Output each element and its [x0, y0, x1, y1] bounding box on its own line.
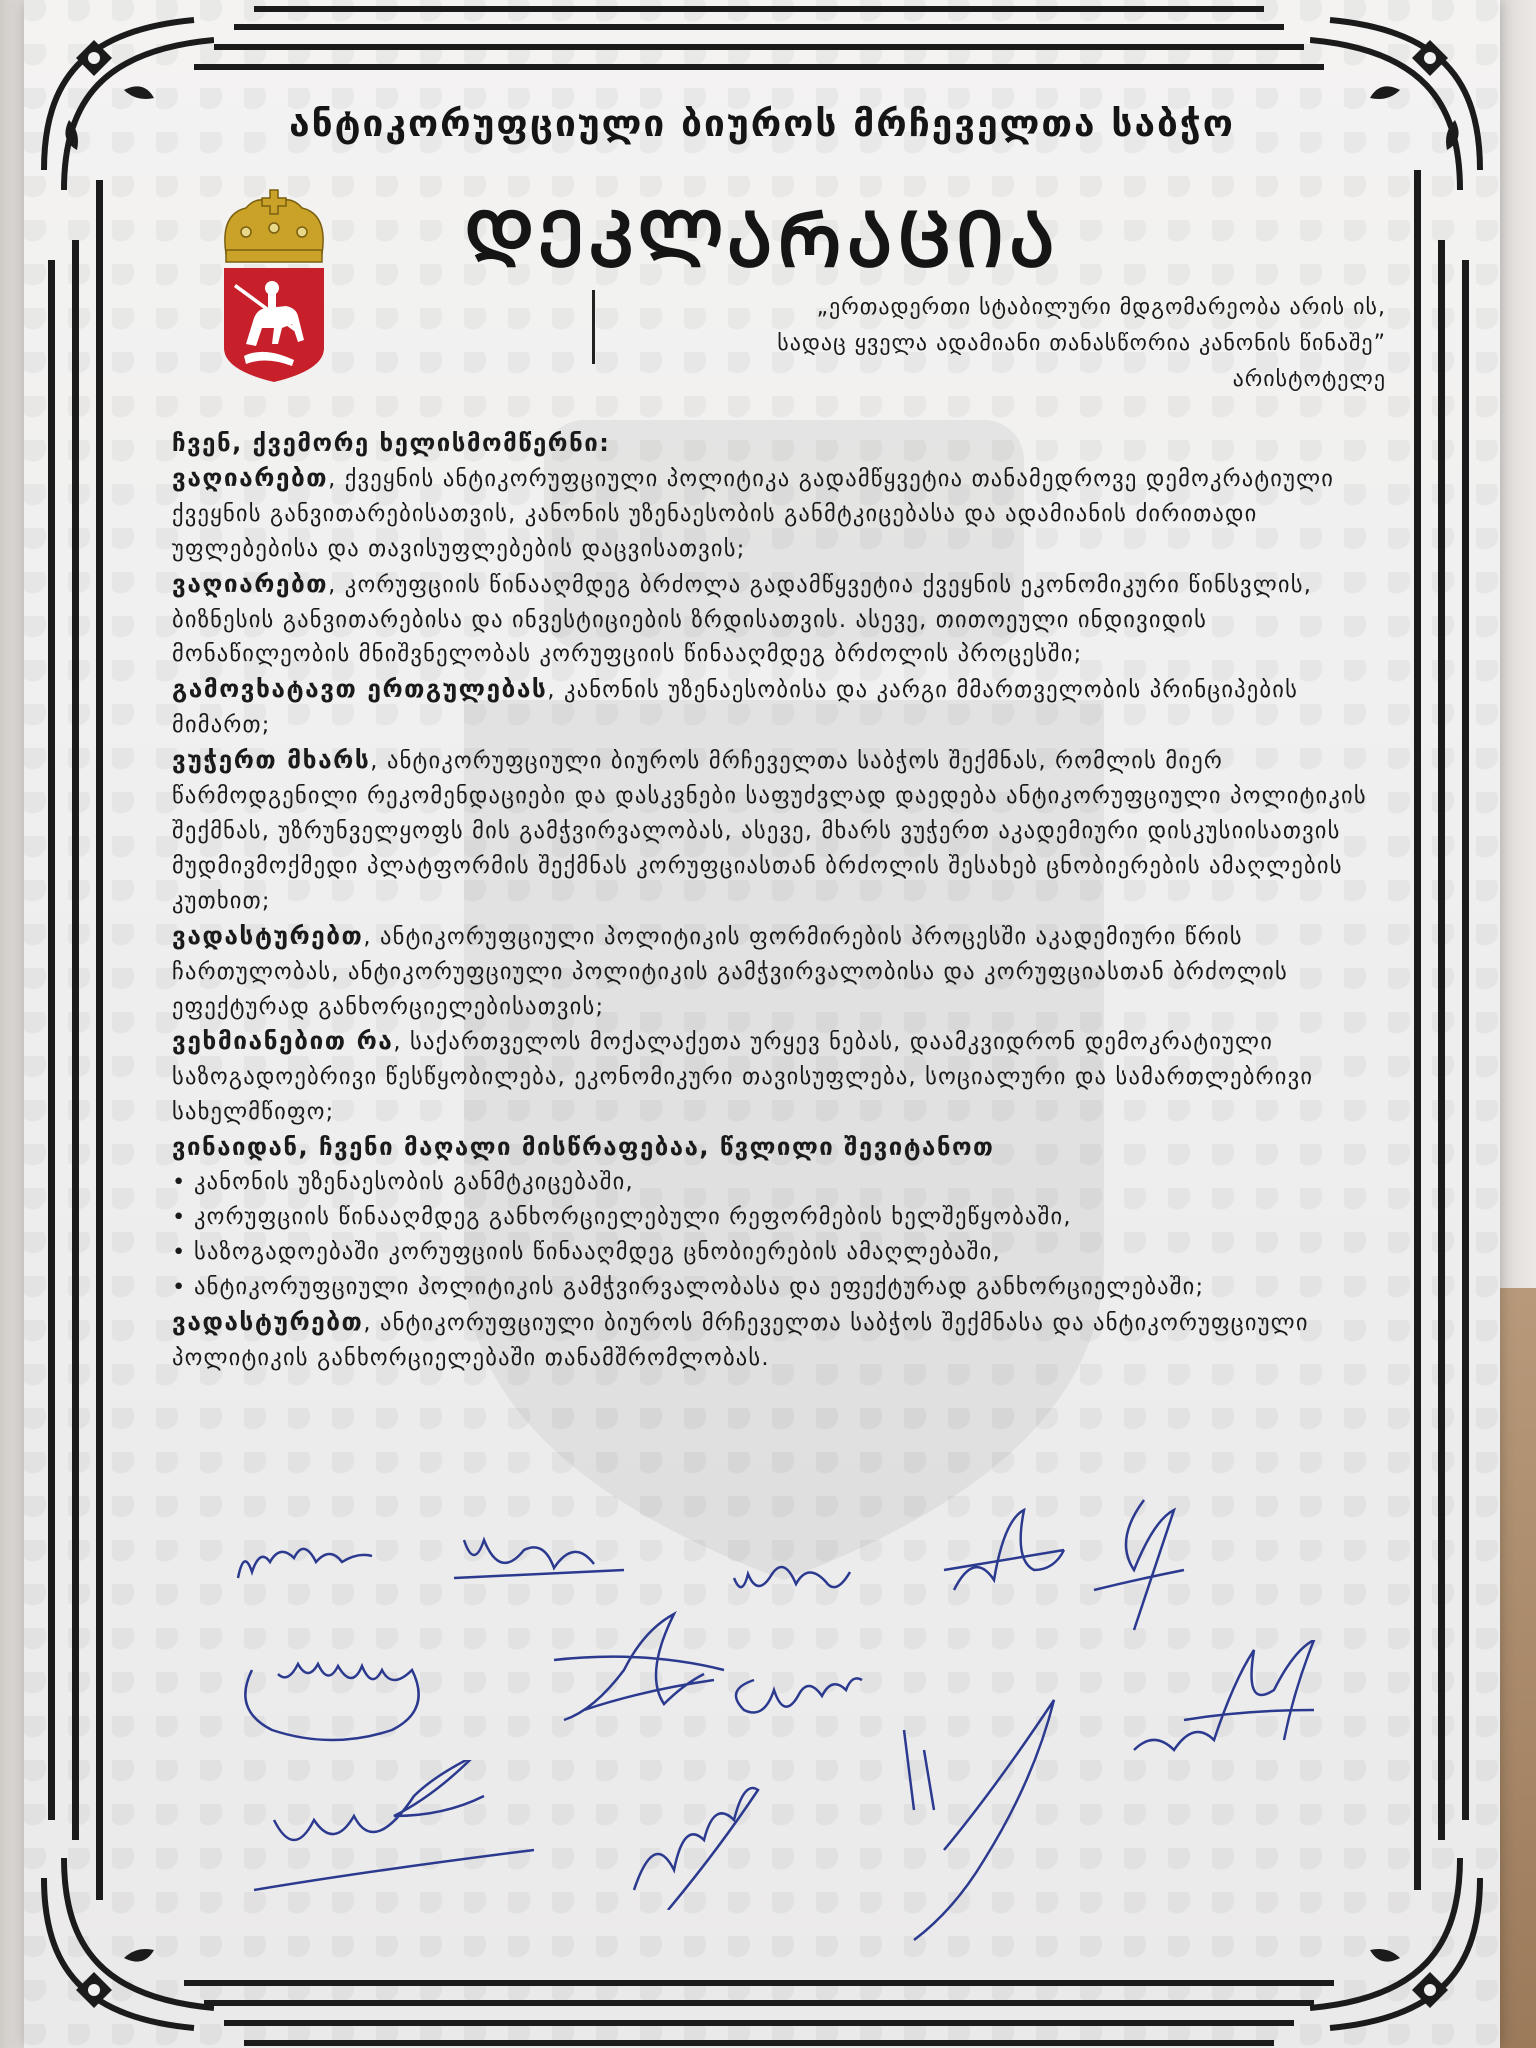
clause-lead: ვუჭერთ მხარს — [172, 745, 371, 775]
aim-bullet-list — [172, 1165, 1368, 1305]
coat-of-arms-icon — [216, 184, 332, 384]
clause-text: , კორუფციის წინააღმდეგ ბრძოლა გადამწყვეტია ქვეყნის ეკონომიკური წინსვლის, ბიზნესის განვითარებისა და ინვესტიციების ზრდისათვის. ასევე, თითოეული ინდივიდის მონაწილეობის მნიშვნელობას კორუფციის წინააღმდეგ ბრძოლის პროცესში; — [172, 571, 1313, 668]
list-item: • კორუფციის წინააღმდეგ განხორციელებული რეფორმების ხელშეწყობაში, — [172, 1200, 1368, 1235]
list-item: • კანონის უზენაესობის განმტკიცებაში, — [172, 1165, 1368, 1200]
signature — [1124, 1640, 1324, 1780]
signature — [244, 1760, 544, 1900]
list-item: • ანტიკორუფციული პოლიტიკის გამჭვირვალობასა და ეფექტურად განხორციელებაში; — [172, 1270, 1368, 1305]
clause-text: , ანტიკორუფციული ბიუროს მრჩეველთა საბჭოს შექმნას, რომლის მიერ წარმოდგენილი რეკომენდაციები და დასკვნები საფუძვლად დაედება ანტიკორუფციული პოლიტიკის შექმნას, უზრუნველყოფს მის გამჭვირვალობას, ასევე, მხარს ვუჭერთ აკადემიური დისკუსიისათვის მუდმივმოქმედი პლატფორმის შექმნას კორუფციასთან ბრძოლის შესახებ ცნობიერების ამაღლების კუთხით; — [172, 748, 1367, 914]
signature — [624, 1780, 784, 1910]
closing-paragraph — [172, 1305, 1368, 1376]
border-left-rule — [96, 180, 103, 1900]
clause-text: , საქართველოს მოქალაქეთა ურყევ ნებას, დაამკვიდრონ დემოკრატიული საზოგადოებრივი წესწყობილება, ეკონომიკური თავისუფლება, სოციალური და სამართლებრივი სახელმწიფო; — [172, 1029, 1314, 1126]
border-bottom-rule — [184, 1980, 1334, 1986]
quote-bar — [592, 290, 595, 364]
signature — [1084, 1490, 1194, 1640]
signature — [232, 1640, 452, 1750]
border-bottom-rule — [224, 2020, 1294, 2026]
document-title: ᲓᲔᲙᲚᲐᲠᲐᲪᲘᲐ — [464, 195, 1060, 284]
clause-lead: ვაღიარებთ — [172, 462, 329, 492]
clause-lead: ვეხმიანებით რა — [172, 1026, 394, 1056]
border-bottom-rule — [244, 2040, 1274, 2046]
organization-title: ანტიკორუფციული ბიუროს მრჩეველთა საბჭო — [289, 102, 1235, 145]
quote-line-1: „ერთადერთი სტაბილური მდგომარეობა არის ის, — [816, 295, 1386, 320]
border-bottom-rule — [204, 2000, 1314, 2006]
border-right-rule — [1462, 260, 1469, 1820]
border-top-rule — [214, 44, 1304, 50]
clause-paragraph — [172, 461, 1368, 567]
signature — [544, 1610, 744, 1740]
signatories-heading: ჩვენ, ქვემორე ხელისმომწერნი: — [172, 429, 611, 457]
border-top-rule — [234, 24, 1284, 30]
declaration-body — [172, 426, 1368, 1375]
signature — [444, 1520, 634, 1590]
ornament-bottom-left-icon — [24, 1858, 214, 2048]
border-top-rule — [194, 64, 1324, 70]
clause-paragraph — [172, 1024, 1368, 1130]
epigraph-quote — [606, 290, 1386, 398]
clause-lead: გამოვხატავთ ერთგულებას — [172, 674, 548, 704]
signature — [934, 1500, 1074, 1610]
ornament-top-left-icon — [24, 0, 214, 190]
clause-text: , კანონის უზენაესობისა და კარგი მმართველობის პრინციპების მიმართ; — [172, 677, 1299, 739]
clause-paragraph — [172, 743, 1368, 919]
signature — [894, 1690, 1064, 1950]
clause-paragraph — [172, 672, 1368, 743]
quote-author: არისტოტელე — [1232, 367, 1386, 392]
signature — [724, 1650, 874, 1730]
border-right-rule — [1438, 240, 1445, 1840]
border-left-rule — [48, 260, 55, 1820]
border-right-rule — [1414, 170, 1421, 1890]
clause-text: , ქვეყნის ანტიკორუფციული პოლიტიკა გადამწყვეტია თანამედროვე დემოკრატიული ქვეყნის განვითარებისათვის, კანონის უზენაესობის განმტკიცებასა და ადამიანის ძირითადი უფლებებისა და თავისუფლებების დაცვისათვის; — [172, 465, 1335, 562]
clause-paragraph — [172, 919, 1368, 1025]
clause-lead: ვაღიარებთ — [172, 568, 329, 598]
clause-lead: ვადასტურებთ — [172, 920, 364, 950]
border-left-rule — [72, 240, 79, 1840]
declaration-poster — [24, 0, 1500, 2048]
ornament-top-right-icon — [1310, 0, 1500, 190]
clause-text: , ანტიკორუფციული პოლიტიკის ფორმირების პროცესში აკადემიური წრის ჩართულობას, ანტიკორუფციული პოლიტიკის გამჭვირვალობისა და კორუფციასთან ბრძოლის ეფექტურად განხორციელებისათვის; — [172, 923, 1288, 1020]
signature — [724, 1548, 864, 1608]
list-item: • საზოგადოებაში კორუფციის წინააღმდეგ ცნობიერების ამაღლებაში, — [172, 1235, 1368, 1270]
clause-paragraph — [172, 567, 1368, 673]
quote-line-2: სადაც ყველა ადამიანი თანასწორია კანონის წინაშე” — [777, 331, 1386, 356]
signature — [230, 1530, 410, 1590]
border-top-rule — [254, 6, 1264, 12]
clause-text: , ანტიკორუფციული ბიუროს მრჩეველთა საბჭოს შექმნასა და ანტიკორუფციული პოლიტიკის განხორციელებაში თანამშრომლობას. — [172, 1309, 1309, 1371]
clause-lead: ვადასტურებთ — [172, 1306, 364, 1336]
ornament-bottom-right-icon — [1310, 1858, 1500, 2048]
aim-heading: ვინაიდან, ჩვენი მაღალი მისწრაფებაა, წვლილი შევიტანოთ — [172, 1133, 995, 1162]
